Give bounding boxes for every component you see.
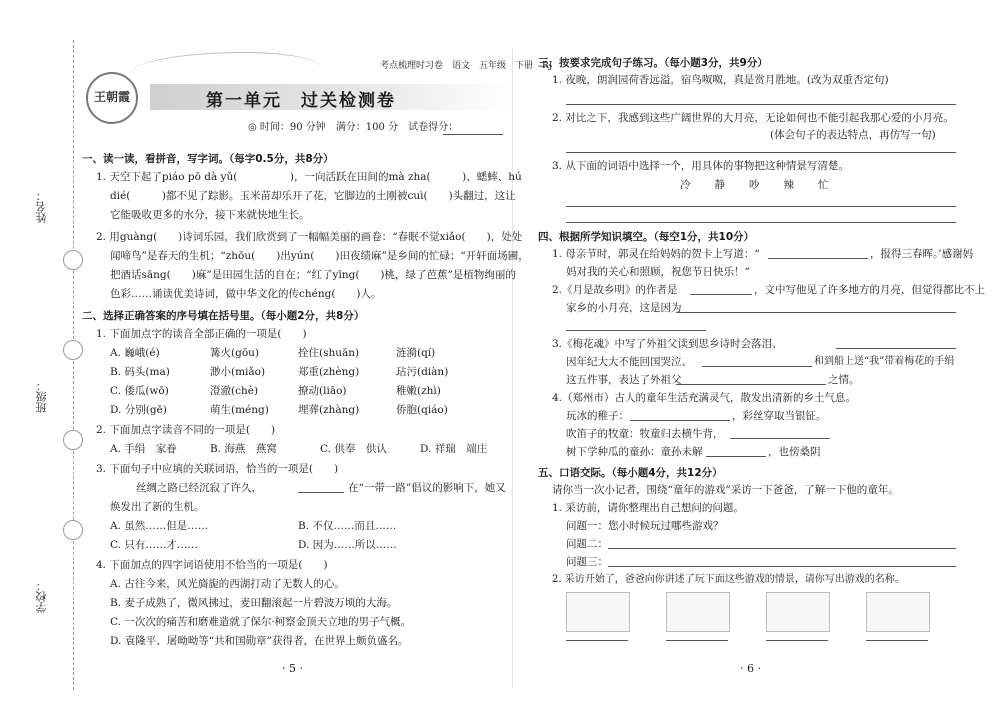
q1-option: B. 码头(ma) [110,366,170,378]
game-illustration [666,592,730,632]
q2-option: B. 海燕 燕窝 [210,443,277,455]
page-divider [512,48,513,688]
fill-blank[interactable] [730,438,830,439]
score-blank[interactable] [443,134,503,135]
section-2-title: 二、选择正确答案的序号填在括号里。（每小题2分，共8分） [82,310,365,322]
s5-q2: 2. 采访开始了，爸爸向你讲述了玩下面这些游戏的情景，请你写出游戏的名称。 [552,574,905,585]
q1-option: 侨胞(qiáo) [396,404,448,416]
page-title: 第一单元 过关检测卷 [206,91,396,111]
q3-option: A. 虽然……但是…… [110,520,209,532]
section-3-title: 三、按要求完成句子练习。（每小题3分，共9分） [538,57,768,69]
fill-blank[interactable] [702,366,812,367]
q3-body: 丝绸之路已经沉寂了许久， [136,482,262,494]
s3-q3: 3. 从下面的词语中选择一个，用具体的事物把这种情景写清楚。 [552,160,849,172]
q1-option: 渺小(miǎo) [210,366,266,378]
s5-q1: 1. 采访前，请你整理出自己想问的问题。 [552,502,744,514]
s3-q2-requirement: (体会句子的表达特点，再仿写一句) [770,129,936,141]
q1-option: 萌生(méng) [210,404,269,416]
q1-option: A. 巍峨(é) [110,347,160,359]
class-label: 班级： [35,380,48,413]
s4-line: 因年纪大大不能回国哭泣、 [566,356,692,368]
s4-line: 树下学种瓜的童孙：童孙未解 [566,446,703,458]
s4-line: ，也傍桑阴 [768,446,821,458]
fill-blank[interactable] [836,348,956,349]
game-illustration [566,592,630,632]
binding-hole [63,520,83,540]
binding-hole [63,430,83,450]
s4-line: 3.《梅花魂》中写了外祖父读到思乡诗时会落泪、 [552,338,783,350]
s3-q2: 2. 对比之下，我感到这些广阔世界的大月亮，无论如何也不能引起我那心爱的小月亮。 [552,112,954,124]
word-choices: 冷 静 吵 辣 忙 [680,179,830,191]
fill-blank[interactable] [676,312,956,313]
section-5-title: 五、口语交际。（每小题4分，共12分） [538,467,723,479]
fill-blank[interactable] [676,384,826,385]
q2-option: D. 祥瑞 端庄 [420,443,488,455]
time-info: ◎ 时间：90 分钟 满分：100 分 试卷得分： [248,122,459,133]
q1-option: 撩动(liāo) [298,385,347,397]
s1-line: 1. 天空下起了piáo pō dà yǔ( )，一向活跃在田间的mà zha( )、蟋蟀、hú [96,171,522,183]
page-number-left: · 5 · [282,662,303,675]
q4-option: A. 古往今来，风光旖旎的西湖打动了无数人的心。 [110,578,345,590]
game-illustration [766,592,830,632]
q3-body: 在“一带一路”倡议的影响下，她又 [348,482,506,494]
s4-line: ，彩丝穿取当银钲。 [732,410,827,422]
fill-blank[interactable] [630,420,730,421]
s1-line: 把酒话sāng( )麻”是田园生活的自在；“红了yīng( )桃，绿了芭蕉”是植物绚丽的 [110,269,516,281]
section-1-title: 一、读一读，看拼音，写字词。（每字0.5分，共8分） [82,153,334,165]
binding-hole [63,250,83,270]
game-illustration [866,592,930,632]
s4-line: 家乡的小月亮，这是因为 [566,302,682,314]
s1-line: 它能吸收更多的水分，接下来就快地生长。 [110,209,310,221]
answer-line[interactable] [566,222,956,223]
q1-option: 郑重(zhèng) [298,366,360,378]
q1-option: C. 倭瓜(wō) [110,385,169,397]
q1-option: 玷污(diàn) [396,366,449,378]
q2-option: C. 供奉 供认 [320,443,387,455]
s1-line: 闻啼鸟”是春天的生机；“zhōu( )出yún( )田夜绩麻”是乡间的忙碌；“开轩面场圃， [110,250,529,262]
answer-line[interactable] [608,566,956,567]
answer-line[interactable] [766,640,828,641]
s5-intro: 请你当一次小记者，围绕“童年的游戏”采访一下爸爸，了解一下他的童年。 [552,484,899,496]
answer-line[interactable] [608,548,956,549]
answer-line[interactable] [566,206,956,207]
s4-line: 玩冰的稚子： [566,410,629,422]
fill-blank[interactable] [768,258,868,259]
s4-line: 吹笛子的牧童：牧童归去横牛背， [566,428,724,440]
answer-line[interactable] [566,152,956,153]
brand-logo: 王朝霞 [86,72,138,124]
school-label: 学校： [35,580,48,613]
q4-stem: 4. 下面加点的四字词语使用不恰当的一项是( ) [96,559,328,571]
q3-blank[interactable] [298,492,344,493]
fill-blank[interactable] [706,456,766,457]
page-number-right: · 6 · [740,662,761,675]
answer-line[interactable] [866,640,928,641]
q3-option: C. 只有……才…… [110,539,198,551]
q1-stem: 1. 下面加点字的读音全部正确的一项是( ) [96,328,307,340]
s4-line: ，文中写他见了许多地方的月亮，但觉得都比不上 [754,284,985,296]
binding-hole [63,340,83,360]
answer-line[interactable] [566,104,956,105]
q2-stem: 2. 下面加点字读音不同的一项是( ) [96,424,276,436]
s1-line: dié( )都不见了踪影。玉米苗却乐开了花，它脚边的土刚被cuì( )头翻过，这让 [110,190,516,202]
answer-line[interactable] [566,640,628,641]
s1-line: 色彩……诵读优美诗词，做中华文化的传chéng( )人。 [110,288,382,300]
s4-line: 4.（郑州市）古人的童年生活充满灵气，散发出清新的乡土气息。 [552,392,857,404]
q1-option: 拴住(shuān) [298,347,360,359]
q4-option: B. 麦子成熟了，微风拂过，麦田翻滚起一片碧波万顷的大海。 [110,597,398,609]
s1-line: 2. 用guàng( )诗词乐园，我们欣赏到了一幅幅美丽的画卷：“春眠不觉xiǎo( )，处处 [96,231,523,243]
q4-option: C. 一次次的痛苦和磨难造就了保尔·柯察金顶天立地的男子气概。 [110,616,412,628]
fill-blank[interactable] [566,330,706,331]
s5-q1-c: 问题三： [566,556,608,568]
s4-line: 之情。 [828,374,860,386]
q3-option: B. 不仅……而且…… [298,520,397,532]
series-info: 考点梳理时习卷 语文 五年级 下册 RJ [380,61,553,71]
q1-option: 篝火(gōu) [210,347,259,359]
s4-line: 这五件事，表达了外祖父 [566,374,682,386]
q1-option: 澄澈(chè) [210,385,259,397]
binding-line [73,40,74,690]
s4-line: 妈对我的关心和照顾，祝您节日快乐！” [566,266,750,278]
q2-option: A. 手绢 家眷 [110,443,177,455]
q3-option: D. 因为……所以…… [298,539,397,551]
fill-blank[interactable] [690,294,752,295]
q4-option: D. 袁隆平、屠呦呦等“共和国勋章”获得者，在世界上颇负盛名。 [110,635,409,647]
s4-line: 1. 母亲节时，郭灵在给妈妈的贺卡上写道：“ [552,248,760,260]
q1-option: 涟漪(qí) [396,347,436,359]
q1-option: 埋葬(zhàng) [298,404,360,416]
q3-stem: 3. 下面句子中应填的关联词语，恰当的一项是( ) [96,463,339,475]
s4-line: 2.《月是故乡明》的作者是 [552,284,678,296]
q1-option: 稚嫩(zhì) [396,385,441,397]
section-4-title: 四、根据所学知识填空。（每空1分，共10分） [538,231,755,243]
q3-body: 焕发出了新的生机。 [110,501,205,513]
s4-line: 和到船上送“我”带着梅花的手绢 [814,356,955,367]
s5-q1-b: 问题二： [566,538,608,550]
s4-line: ，报得三春晖。’感谢妈 [870,248,974,260]
q1-option: D. 分别(gē) [110,404,167,416]
name-label: 姓名： [35,190,48,223]
s5-q1-a: 问题一：您小时候玩过哪些游戏？ [566,520,724,532]
s3-q1: 1. 夜晚，朗润园荷香远溢，宿鸟呶呶，真是赏月胜地。(改为双重否定句) [552,74,889,86]
answer-line[interactable] [666,640,728,641]
